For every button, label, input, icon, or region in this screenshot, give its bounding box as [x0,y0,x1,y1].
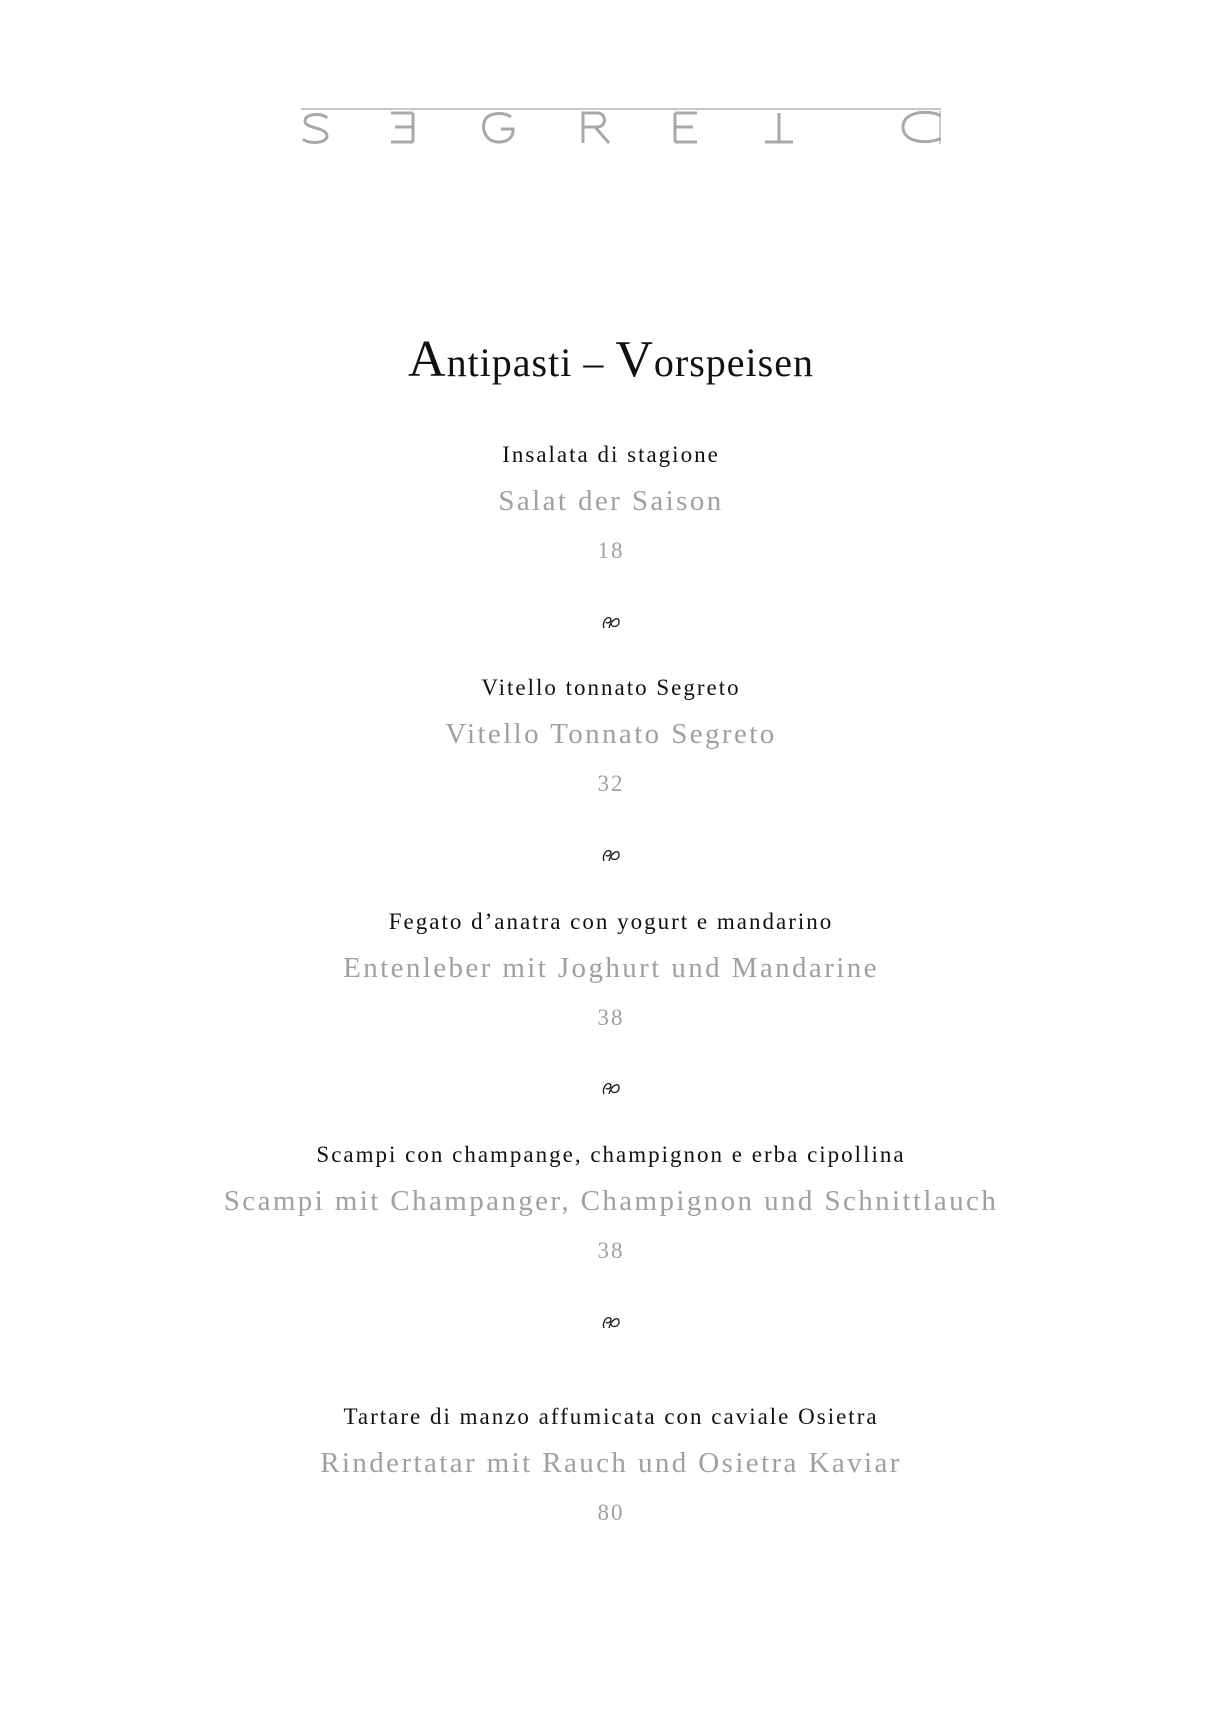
dish-name-german: Salat der Saison [498,485,724,517]
dish-price: 38 [597,1238,625,1263]
section-title [0,331,1222,388]
dish-name-italian: Scampi con champange, champignon e erba cipollina [316,1142,906,1167]
flourish-icon [0,1077,1222,1103]
brand-logo [301,108,941,146]
menu-item [0,672,1222,800]
dish-name-german: Vitello Tonnato Segreto [445,718,777,750]
flourish-icon [0,1311,1222,1337]
brand-name [301,146,302,147]
section-title-part: ntipasti – [446,340,616,385]
dish-name-italian: Insalata di stagione [502,442,720,467]
dish-name-german: Entenleber mit Joghurt und Mandarine [343,952,879,984]
dish-name-italian: Tartare di manzo affumicata con caviale Osietra [343,1404,879,1429]
dish-name-german: Rindertatar mit Rauch und Osietra Kaviar [320,1447,902,1479]
menu-item [0,906,1222,1034]
menu-item [0,1139,1222,1267]
section-title-initial: A [408,331,447,388]
flourish-icon [0,844,1222,870]
menu-item [0,1401,1222,1529]
dish-name-italian: Fegato d’anatra con yogurt e mandarino [388,909,834,934]
section-title-part: orspeisen [653,340,814,385]
dish-price: 38 [597,1005,625,1030]
dish-name-german: Scampi mit Champanger, Champignon und Schnittlauch [223,1185,999,1217]
dish-name-italian: Vitello tonnato Segreto [481,675,741,700]
dish-price: 32 [597,771,625,796]
flourish-icon [0,611,1222,637]
section-title-initial: V [615,331,654,388]
dish-price: 18 [597,538,625,563]
dish-price: 80 [597,1500,625,1525]
menu-item [0,439,1222,567]
